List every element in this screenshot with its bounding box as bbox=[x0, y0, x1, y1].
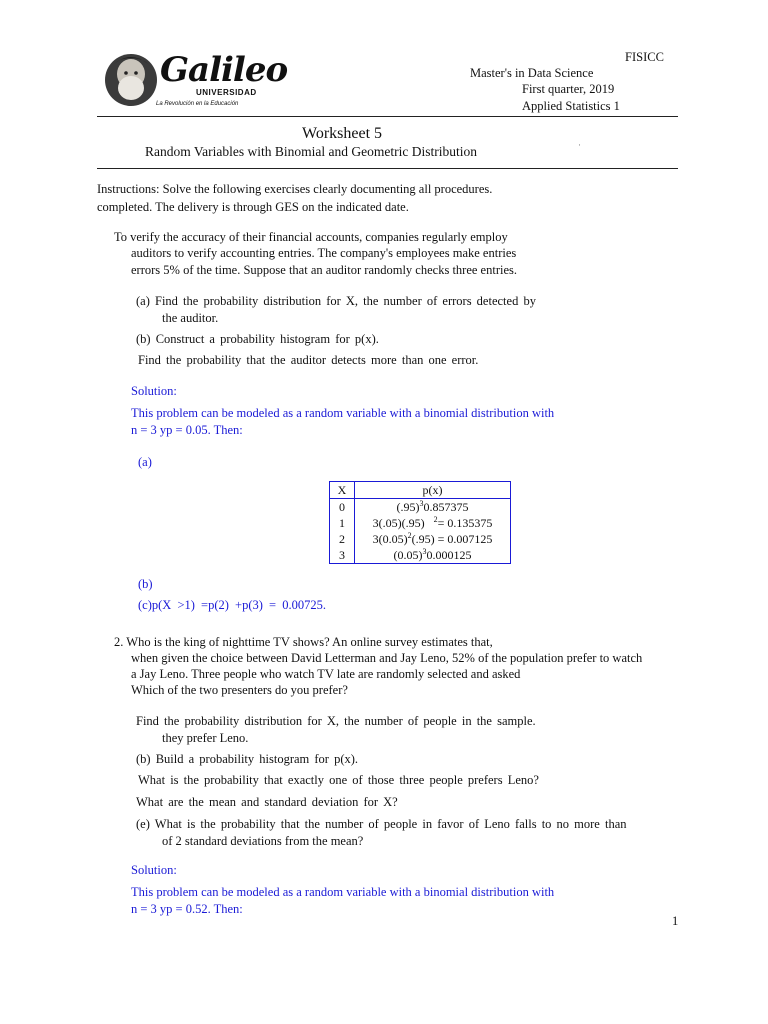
stray-mark: · bbox=[578, 140, 581, 150]
problem2-part-b: (b) Build a probability histogram for p(x). bbox=[136, 752, 359, 766]
problem2-part-e: (e) What is the probability that the number of people in favor of Leno falls to no more than bbox=[136, 817, 627, 831]
problem2-solution-line-1: This problem can be modeled as a random variable with a binomial distribution with bbox=[131, 885, 555, 899]
instructions-line-2: completed. The delivery is through GES on the indicated date. bbox=[97, 200, 409, 214]
probability-table bbox=[329, 481, 511, 564]
table-header-px: p(x) bbox=[355, 482, 511, 499]
problem2-part-c: What is the probability that exactly one of those three people prefers Leno? bbox=[138, 773, 539, 787]
problem2-part-d: What are the mean and standard deviation for X? bbox=[136, 795, 398, 809]
table-row bbox=[330, 547, 511, 564]
course-name: Applied Statistics 1 bbox=[522, 99, 620, 113]
px-pre: (.95) bbox=[396, 500, 420, 514]
problem1-stem-line-2: auditors to verify accounting entries. The company's employees make entries bbox=[131, 246, 517, 260]
problem1-part-a: (a) Find the probability distribution for X, the number of errors detected by bbox=[136, 294, 536, 308]
logo-wordmark: Galileo bbox=[160, 50, 288, 90]
px-post: (.95) = 0.007125 bbox=[411, 532, 493, 546]
problem2-stem-line-2: when given the choice between David Letterman and Jay Leno, 52% of the population prefer to watch bbox=[131, 651, 643, 665]
problem1-answer-c: (c)p(X >1) =p(2) +p(3) = 0.00725. bbox=[138, 598, 326, 612]
px-pre: (0.05) bbox=[393, 548, 423, 562]
problem1-answer-b: (b) bbox=[138, 577, 153, 591]
table-cell-x: 0 bbox=[330, 499, 355, 516]
school-code: FISICC bbox=[625, 50, 664, 64]
problem1-solution-line-2: n = 3 yp = 0.05. Then: bbox=[131, 423, 243, 437]
table-cell-px bbox=[355, 547, 511, 564]
px-exponent: 2 bbox=[433, 515, 438, 524]
university-logo bbox=[104, 50, 288, 112]
px-exponent: 2 bbox=[407, 531, 412, 540]
table-header-x: X bbox=[330, 482, 355, 499]
problem1-answer-a: (a) bbox=[138, 455, 152, 469]
problem1-solution-label: Solution: bbox=[131, 384, 177, 398]
worksheet-title: Worksheet 5 bbox=[302, 125, 383, 142]
px-exponent: 3 bbox=[419, 499, 424, 508]
table-cell-x: 3 bbox=[330, 547, 355, 564]
table-cell-x: 2 bbox=[330, 531, 355, 547]
problem1-part-b: (b) Construct a probability histogram for p(x). bbox=[136, 332, 379, 346]
term: First quarter, 2019 bbox=[522, 82, 615, 96]
worksheet-subtitle: Random Variables with Binomial and Geometric Distribution bbox=[145, 144, 477, 159]
problem1-part-c: Find the probability that the auditor detects more than one error. bbox=[138, 353, 479, 367]
table-cell-x: 1 bbox=[330, 515, 355, 531]
problem2-solution-label: Solution: bbox=[131, 863, 177, 877]
problem1-stem-line-1: To verify the accuracy of their financial accounts, companies regularly employ bbox=[114, 230, 508, 244]
px-exponent: 3 bbox=[422, 547, 427, 556]
header-rule bbox=[97, 116, 678, 117]
instructions-line-1: Instructions: Solve the following exercises clearly documenting all procedures. bbox=[97, 182, 493, 196]
page-number: 1 bbox=[672, 914, 679, 928]
problem2-part-a-cont: they prefer Leno. bbox=[162, 731, 249, 745]
problem2-part-e-cont: of 2 standard deviations from the mean? bbox=[162, 834, 364, 848]
problem2-part-a: Find the probability distribution for X, the number of people in the sample. bbox=[136, 714, 536, 728]
px-pre: 3(.05)(.95) bbox=[372, 516, 425, 530]
problem2-stem-line-1: 2. Who is the king of nighttime TV shows? An online survey estimates that, bbox=[114, 635, 493, 649]
problem1-stem-line-3: errors 5% of the time. Suppose that an auditor randomly checks three entries. bbox=[131, 263, 517, 277]
px-post: 0.000125 bbox=[426, 548, 472, 562]
px-post: = 0.135375 bbox=[437, 516, 493, 530]
table-cell-px bbox=[355, 531, 511, 547]
table-row bbox=[330, 499, 511, 516]
px-post: 0.857375 bbox=[423, 500, 469, 514]
px-pre: 3(0.05) bbox=[372, 532, 408, 546]
program-name: Master's in Data Science bbox=[470, 66, 594, 80]
title-rule bbox=[97, 168, 678, 169]
problem2-stem-line-4: Which of the two presenters do you prefer? bbox=[131, 683, 348, 697]
logo-tagline: La Revolución en la Educación bbox=[156, 101, 239, 107]
table-cell-px bbox=[355, 515, 511, 531]
problem1-part-a-cont: the auditor. bbox=[162, 311, 219, 325]
logo-university: UNIVERSIDAD bbox=[196, 88, 257, 97]
problem2-solution-line-2: n = 3 yp = 0.52. Then: bbox=[131, 902, 243, 916]
table-row bbox=[330, 531, 511, 547]
table-header-row bbox=[330, 482, 511, 499]
problem1-solution-line-1: This problem can be modeled as a random variable with a binomial distribution with bbox=[131, 406, 555, 420]
table-cell-px bbox=[355, 499, 511, 516]
problem2-stem-line-3: a Jay Leno. Three people who watch TV late are randomly selected and asked bbox=[131, 667, 521, 681]
table-row bbox=[330, 515, 511, 531]
